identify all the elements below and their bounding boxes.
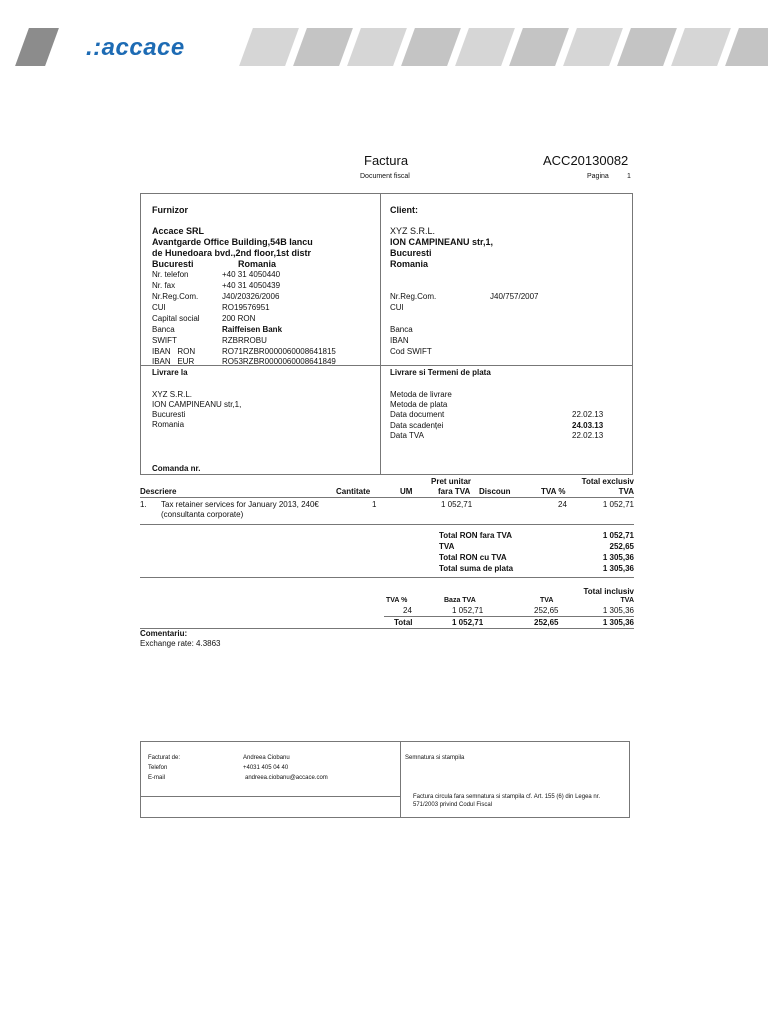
total-label: TVA: [439, 542, 455, 551]
supplier-field-label: Nr.Reg.Com.: [152, 292, 199, 301]
supplier-address-line2: de Hunedoara bvd.,2nd floor,1st distr: [152, 248, 312, 258]
client-bank-label: Banca: [390, 325, 413, 334]
supplier-field-value: RO19576951: [222, 303, 270, 312]
col-unit-header: UM: [400, 487, 413, 496]
email-value: andreea.ciobanu@accace.com: [245, 775, 328, 781]
supplier-field-value: +40 31 4050439: [222, 281, 281, 290]
legal-note-line1: Factura circula fara semnatura si stampila cf. Art. 155 (6) din Legea nr.: [413, 794, 601, 800]
supplier-name: Accace SRL: [152, 226, 205, 236]
vat-total-base: 1 052,71: [452, 618, 484, 627]
table-row-rule: [140, 524, 634, 525]
vat-total-amount: 252,65: [534, 618, 559, 627]
document-date: 22.02.13: [572, 410, 604, 419]
supplier-field-value: RZBRROBU: [222, 336, 267, 345]
footer-separator: [140, 796, 400, 797]
vat-incl-header-line2: TVA: [620, 597, 634, 604]
vat-total-rule: [140, 628, 634, 629]
vat-total-label: Total: [394, 618, 413, 627]
vat-base-header: Baza TVA: [444, 597, 476, 604]
comment-text: Exchange rate: 4.3863: [140, 639, 221, 648]
item-unit-price: 1 052,71: [441, 500, 473, 509]
header-stripe: [563, 28, 623, 66]
item-description: Tax retainer services for January 2013, 240€: [161, 500, 319, 509]
total-label: Total RON cu TVA: [439, 553, 507, 562]
comment-heading: Comentariu:: [140, 629, 188, 638]
phone-label: Telefon: [148, 765, 168, 771]
footer-box: [140, 741, 630, 818]
supplier-field-label: CUI: [152, 303, 166, 312]
legal-note-line2: 571/2003 privind Codul Fiscal: [413, 802, 493, 808]
item-vat: 24: [558, 500, 567, 509]
supplier-city: Bucuresti: [152, 259, 194, 269]
totals-rule: [140, 577, 634, 578]
table-header-rule: [140, 497, 634, 498]
company-logo: .:accace: [86, 34, 185, 61]
parties-separator: [140, 365, 633, 366]
col-quantity-header: Cantitate: [336, 487, 371, 496]
vat-incl: 1 305,36: [602, 606, 634, 615]
total-value: 1 305,36: [602, 553, 634, 562]
header-stripe: [15, 28, 59, 66]
delivery-line: ION CAMPINEANU str,1,: [152, 400, 242, 409]
delivery-heading: Livrare la: [152, 368, 188, 377]
vat-total-incl: 1 305,36: [602, 618, 634, 627]
client-reg-value: J40/757/2007: [490, 292, 539, 301]
supplier-field-value: J40/20326/2006: [222, 292, 280, 301]
supplier-field-value: 200 RON: [222, 314, 256, 323]
header-stripe: [617, 28, 677, 66]
vat-incl-header: Total inclusiv: [583, 587, 634, 596]
header-stripe: [509, 28, 569, 66]
phone-value: +4031 405 04 40: [243, 765, 289, 771]
vat-amount-header: TVA: [540, 597, 554, 604]
header-stripe: [293, 28, 353, 66]
supplier-field-value: Raiffeisen Bank: [222, 325, 283, 334]
delivery-line: XYZ S.R.L.: [152, 390, 193, 399]
client-name: XYZ S.R.L.: [390, 226, 436, 236]
terms-label: Metoda de plata: [390, 400, 448, 409]
terms-label: Data TVA: [390, 431, 424, 440]
invoice-title: Factura: [364, 153, 409, 168]
signature-label: Semnatura si stampila: [405, 755, 465, 761]
vat-summary-rule: [384, 616, 634, 617]
terms-label: Data scadenței: [390, 421, 444, 430]
terms-heading: Livrare si Termeni de plata: [390, 368, 491, 377]
page-number: 1: [627, 173, 631, 180]
issued-by-value: Andreea Ciobanu: [243, 755, 290, 761]
supplier-field-value: RO71RZBR0000060008641815: [222, 347, 336, 356]
supplier-field-label: IBAN RON: [152, 347, 196, 356]
col-total-header-line2: TVA: [618, 487, 634, 496]
col-total-header: Total exclusiv: [581, 477, 634, 486]
col-price-header-line2: fara TVA: [438, 487, 471, 496]
client-address: ION CAMPINEANU str,1,: [390, 237, 494, 247]
parties-divider: [380, 193, 381, 475]
issued-by-label: Facturat de:: [148, 755, 181, 761]
client-swift-label: Cod SWIFT: [390, 347, 432, 356]
col-description-header: Descriere: [140, 487, 177, 496]
total-value: 1 305,36: [602, 564, 634, 573]
supplier-field-label: SWIFT: [152, 336, 177, 345]
total-label: Total RON fara TVA: [439, 531, 513, 540]
client-country: Romania: [390, 259, 429, 269]
footer-divider: [400, 741, 401, 818]
header-band: [0, 28, 768, 66]
page-label: Pagina: [587, 173, 609, 180]
vat-amount: 252,65: [534, 606, 559, 615]
item-number: 1.: [140, 500, 147, 509]
vat-pct: 24: [403, 606, 412, 615]
item-total: 1 052,71: [602, 500, 634, 509]
supplier-field-label: IBAN EUR: [152, 357, 195, 366]
item-quantity: 1: [372, 500, 377, 509]
header-stripe: [401, 28, 461, 66]
header-stripe: [725, 28, 768, 66]
supplier-country: Romania: [238, 259, 277, 269]
header-stripe: [455, 28, 515, 66]
client-city: Bucuresti: [390, 248, 432, 258]
header-stripe: [671, 28, 731, 66]
client-reg-label: Nr.Reg.Com.: [390, 292, 437, 301]
vat-date: 22.02.13: [572, 431, 604, 440]
col-price-header: Pret unitar: [431, 477, 472, 486]
supplier-address-line1: Avantgarde Office Building,54B Iancu: [152, 237, 313, 247]
terms-label: Data document: [390, 410, 445, 419]
order-number-label: Comanda nr.: [152, 464, 201, 473]
terms-label: Metoda de livrare: [390, 390, 452, 399]
supplier-field-value: RO53RZBR0000060008641849: [222, 357, 336, 366]
delivery-line: Bucuresti: [152, 410, 186, 419]
total-label: Total suma de plata: [439, 564, 514, 573]
email-label: E-mail: [148, 775, 166, 781]
supplier-field-label: Capital social: [152, 314, 200, 323]
total-value: 252,65: [609, 542, 634, 551]
col-vat-header: TVA %: [541, 487, 566, 496]
vat-pct-header: TVA %: [386, 597, 408, 604]
col-discount-header: Discoun: [479, 487, 511, 496]
header-stripe: [239, 28, 299, 66]
client-iban-label: IBAN: [390, 336, 409, 345]
invoice-subtitle: Document fiscal: [360, 173, 410, 180]
header-stripe: [347, 28, 407, 66]
supplier-field-label: Nr. fax: [152, 281, 176, 290]
supplier-field-label: Banca: [152, 325, 175, 334]
parties-box: [140, 193, 633, 475]
supplier-field-value: +40 31 4050440: [222, 270, 281, 279]
client-cui-label: CUI: [390, 303, 404, 312]
total-value: 1 052,71: [602, 531, 634, 540]
client-heading: Client:: [390, 205, 418, 215]
due-date: 24.03.13: [572, 421, 604, 430]
supplier-field-label: Nr. telefon: [152, 270, 189, 279]
delivery-line: Romania: [152, 420, 185, 429]
supplier-heading: Furnizor: [152, 205, 188, 215]
invoice-number: ACC20130082: [543, 153, 629, 168]
vat-base: 1 052,71: [452, 606, 484, 615]
item-description-note: (consultanta corporate): [161, 510, 244, 519]
